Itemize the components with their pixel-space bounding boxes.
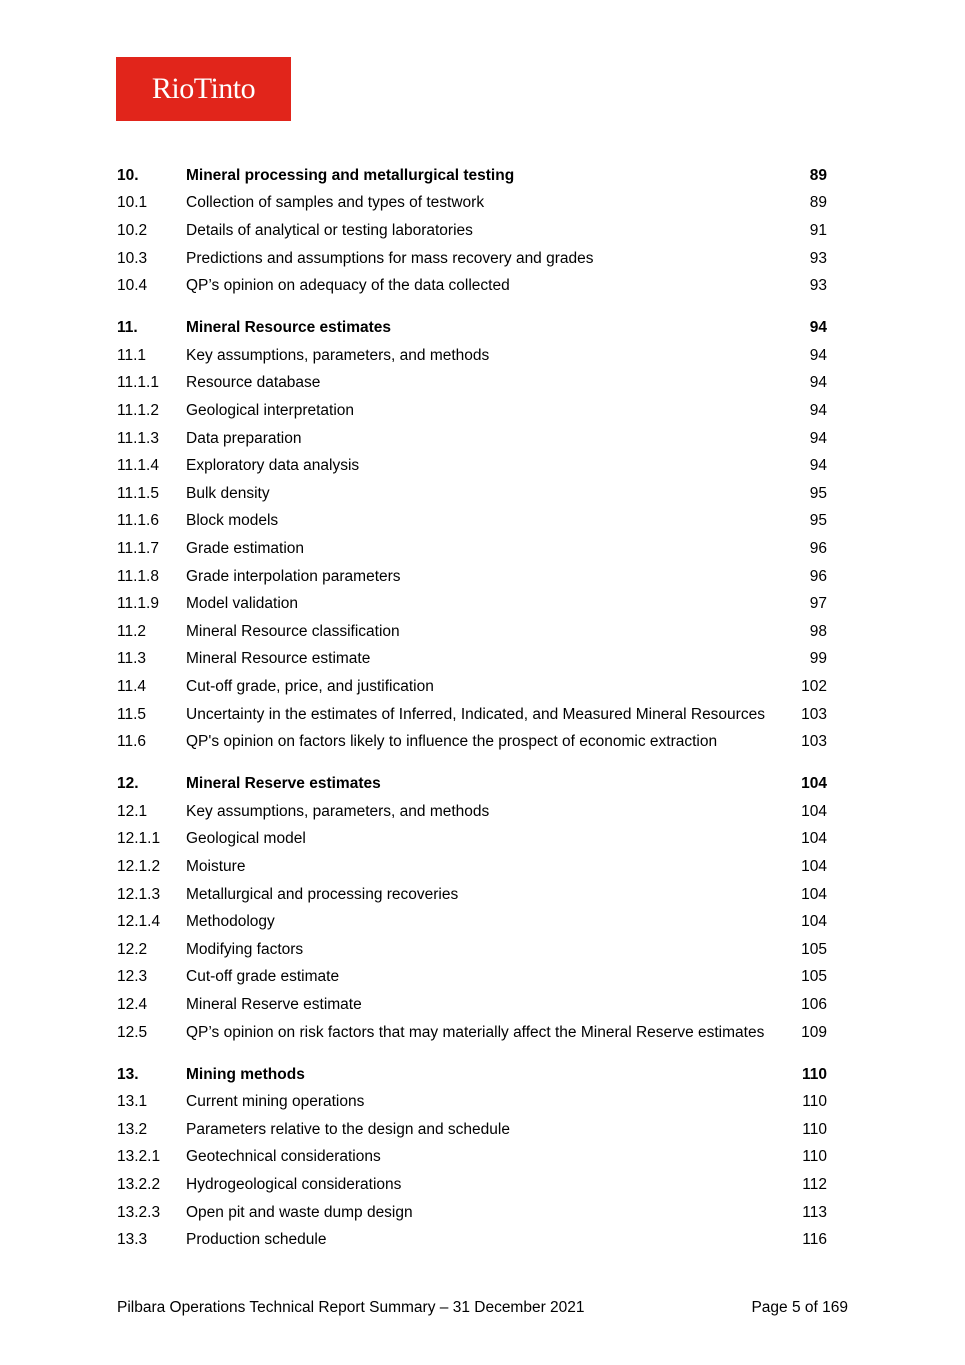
- toc-entry-title: Modifying factors: [186, 940, 304, 958]
- toc-section: [117, 314, 827, 756]
- toc-entry-title: Current mining operations: [186, 1093, 365, 1111]
- toc-entry-row[interactable]: [117, 535, 827, 563]
- toc-entry-number: 13.2.2: [117, 1176, 161, 1194]
- toc-entry-title: Mineral Resource estimates: [186, 319, 392, 337]
- toc-entry-page: 104: [801, 885, 827, 903]
- toc-entry-page: 110: [802, 1093, 827, 1111]
- toc-entry-number: 10.2: [117, 221, 148, 239]
- footer-page-number: Page 5 of 169: [751, 1299, 848, 1316]
- toc-entry-title: Geological interpretation: [186, 402, 355, 420]
- toc-entry-row[interactable]: [117, 1019, 827, 1047]
- toc-entry-title: Production schedule: [186, 1231, 327, 1249]
- toc-entry-title: Details of analytical or testing laboratories: [186, 221, 473, 239]
- toc-entry-number: 11.1.8: [117, 567, 159, 585]
- toc-entry-page: 112: [802, 1176, 827, 1194]
- toc-entry-title: Metallurgical and processing recoveries: [186, 885, 459, 903]
- toc-entry-row[interactable]: [117, 1089, 827, 1117]
- toc-entry-title: Methodology: [186, 913, 275, 931]
- toc-section: [117, 770, 827, 1046]
- toc-entry-number: 13.: [117, 1065, 139, 1083]
- toc-entry-row[interactable]: [117, 826, 827, 854]
- toc-entry-page: 96: [809, 540, 827, 558]
- toc-entry-row[interactable]: [117, 397, 827, 425]
- page-footer: [117, 1299, 848, 1317]
- toc-heading-row[interactable]: [117, 314, 827, 342]
- toc-entry-number: 12.1.1: [117, 830, 161, 848]
- toc-entry-number: 12.1.4: [117, 913, 161, 931]
- toc-entry-number: 11.3: [117, 650, 147, 668]
- toc-entry-page: 89: [809, 194, 827, 212]
- toc-entry-page: 106: [801, 996, 827, 1014]
- toc-entry-number: 11.: [117, 319, 138, 337]
- toc-entry-row[interactable]: [117, 190, 827, 218]
- toc-entry-page: 94: [809, 402, 827, 420]
- toc-entry-row[interactable]: [117, 272, 827, 300]
- toc-entry-number: 11.1: [117, 346, 147, 364]
- toc-entry-number: 11.6: [117, 733, 147, 751]
- toc-entry-title: Mineral Resource estimate: [186, 650, 371, 668]
- toc-entry-title: Model validation: [186, 595, 299, 613]
- toc-entry-page: 95: [809, 484, 827, 502]
- toc-entry-page: 94: [809, 319, 827, 337]
- toc-entry-row[interactable]: [117, 342, 827, 370]
- toc-entry-number: 12.3: [117, 968, 148, 986]
- toc-entry-page: 104: [801, 913, 827, 931]
- toc-entry-number: 11.1.9: [117, 595, 159, 613]
- toc-entry-row[interactable]: [117, 245, 827, 273]
- toc-entry-row[interactable]: [117, 853, 827, 881]
- toc-entry-row[interactable]: [117, 701, 827, 729]
- toc-entry-page: 94: [809, 346, 827, 364]
- toc-entry-number: 12.4: [117, 996, 148, 1014]
- toc-entry-page: 110: [801, 1065, 827, 1083]
- toc-entry-title: Mineral Reserve estimates: [186, 775, 381, 793]
- toc-entry-row[interactable]: [117, 1226, 827, 1254]
- toc-entry-page: 102: [801, 677, 827, 695]
- toc-entry-page: 109: [801, 1023, 827, 1041]
- toc-entry-page: 110: [802, 1148, 827, 1166]
- toc-entry-title: Key assumptions, parameters, and methods: [186, 346, 490, 364]
- logo-text: RioTinto: [151, 72, 256, 105]
- toc-entry-number: 12.5: [117, 1023, 148, 1041]
- toc-entry-number: 12.1.3: [117, 885, 161, 903]
- toc-entry-number: 13.3: [117, 1231, 148, 1249]
- toc-entry-number: 11.1.7: [117, 540, 159, 558]
- toc-entry-page: 105: [801, 968, 827, 986]
- toc-entry-title: Bulk density: [186, 484, 270, 502]
- table-of-contents: [117, 162, 827, 1269]
- toc-entry-row[interactable]: [117, 673, 827, 701]
- toc-entry-title: Grade interpolation parameters: [186, 567, 401, 585]
- toc-entry-title: Collection of samples and types of testwork: [186, 194, 485, 212]
- toc-entry-number: 11.2: [117, 622, 147, 640]
- toc-entry-row[interactable]: [117, 991, 827, 1019]
- toc-entry-title: Moisture: [186, 858, 246, 876]
- toc-entry-number: 12.1: [117, 802, 148, 820]
- toc-entry-row[interactable]: [117, 217, 827, 245]
- toc-entry-page: 98: [809, 622, 827, 640]
- toc-entry-row[interactable]: [117, 964, 827, 992]
- toc-entry-page: 105: [801, 940, 827, 958]
- toc-entry-number: 13.2.1: [117, 1148, 161, 1166]
- toc-entry-title: Block models: [186, 512, 279, 530]
- toc-entry-title: QP’s opinion on adequacy of the data collected: [186, 277, 510, 295]
- toc-entry-page: 93: [809, 249, 827, 267]
- toc-entry-title: Mining methods: [186, 1065, 305, 1083]
- toc-entry-page: 91: [809, 221, 827, 239]
- toc-entry-page: 95: [809, 512, 827, 530]
- toc-entry-page: 89: [809, 166, 827, 184]
- toc-entry-row[interactable]: [117, 728, 827, 756]
- toc-entry-title: Cut-off grade estimate: [186, 968, 340, 986]
- toc-entry-page: 97: [809, 595, 827, 613]
- toc-entry-title: Geological model: [186, 830, 306, 848]
- toc-entry-title: QP's opinion on factors likely to influence the prospect of economic extraction: [186, 733, 718, 751]
- toc-entry-row[interactable]: [117, 798, 827, 826]
- toc-entry-number: 11.1.4: [117, 457, 159, 475]
- toc-entry-row[interactable]: [117, 646, 827, 674]
- toc-entry-number: 11.1.2: [117, 402, 159, 420]
- toc-entry-page: 94: [809, 457, 827, 475]
- toc-section: [117, 1061, 827, 1254]
- toc-entry-page: 116: [802, 1231, 827, 1249]
- toc-entry-title: Resource database: [186, 374, 321, 392]
- toc-entry-page: 96: [809, 567, 827, 585]
- toc-entry-title: Mineral Reserve estimate: [186, 996, 362, 1014]
- toc-entry-page: 103: [801, 733, 827, 751]
- toc-entry-number: 11.1.5: [117, 484, 159, 502]
- toc-entry-title: Predictions and assumptions for mass recovery and grades: [186, 249, 594, 267]
- toc-section: [117, 162, 827, 300]
- toc-entry-row[interactable]: [117, 480, 827, 508]
- toc-entry-page: 94: [809, 374, 827, 392]
- toc-entry-row[interactable]: [117, 1116, 827, 1144]
- company-logo: [116, 57, 291, 121]
- toc-entry-page: 104: [801, 802, 827, 820]
- toc-entry-page: 93: [809, 277, 827, 295]
- toc-entry-number: 12.1.2: [117, 858, 161, 876]
- footer-report-title: Pilbara Operations Technical Report Summary – 31 December 2021: [117, 1299, 585, 1316]
- toc-entry-number: 11.1.3: [117, 429, 159, 447]
- toc-entry-title: Open pit and waste dump design: [186, 1203, 413, 1221]
- toc-entry-title: Geotechnical considerations: [186, 1148, 381, 1166]
- toc-entry-page: 99: [809, 650, 827, 668]
- toc-entry-number: 12.: [117, 775, 139, 793]
- toc-entry-number: 11.4: [117, 677, 147, 695]
- toc-entry-row[interactable]: [117, 425, 827, 453]
- toc-entry-row[interactable]: [117, 936, 827, 964]
- toc-entry-title: Grade estimation: [186, 540, 305, 558]
- toc-entry-number: 13.2: [117, 1120, 148, 1138]
- toc-entry-page: 110: [802, 1120, 827, 1138]
- toc-entry-title: QP’s opinion on risk factors that may materially affect the Mineral Reserve estimates: [186, 1023, 765, 1041]
- toc-entry-row[interactable]: [117, 452, 827, 480]
- toc-entry-row[interactable]: [117, 1171, 827, 1199]
- toc-heading-row[interactable]: [117, 1061, 827, 1089]
- toc-entry-page: 104: [801, 858, 827, 876]
- toc-entry-row[interactable]: [117, 370, 827, 398]
- toc-entry-row[interactable]: [117, 618, 827, 646]
- toc-entry-number: 11.1.6: [117, 512, 159, 530]
- toc-entry-title: Cut-off grade, price, and justification: [186, 677, 434, 695]
- toc-entry-number: 13.1: [117, 1093, 148, 1111]
- toc-entry-number: 11.5: [117, 705, 147, 723]
- toc-entry-number: 11.1.1: [117, 374, 159, 392]
- toc-entry-page: 94: [809, 429, 827, 447]
- toc-entry-row[interactable]: [117, 563, 827, 591]
- toc-entry-row[interactable]: [117, 508, 827, 536]
- toc-entry-row[interactable]: [117, 1199, 827, 1227]
- toc-heading-row[interactable]: [117, 162, 827, 190]
- toc-entry-row[interactable]: [117, 908, 827, 936]
- toc-entry-number: 10.: [117, 166, 139, 184]
- toc-entry-page: 104: [801, 775, 827, 793]
- toc-entry-row[interactable]: [117, 881, 827, 909]
- toc-entry-title: Data preparation: [186, 429, 302, 447]
- toc-entry-row[interactable]: [117, 590, 827, 618]
- toc-entry-page: 104: [801, 830, 827, 848]
- toc-entry-title: Exploratory data analysis: [186, 457, 360, 475]
- toc-entry-row[interactable]: [117, 1144, 827, 1172]
- toc-entry-title: Key assumptions, parameters, and methods: [186, 802, 490, 820]
- toc-entry-page: 103: [801, 705, 827, 723]
- toc-heading-row[interactable]: [117, 770, 827, 798]
- toc-entry-title: Hydrogeological considerations: [186, 1176, 402, 1194]
- toc-entry-page: 113: [802, 1203, 827, 1221]
- toc-entry-title: Parameters relative to the design and schedule: [186, 1120, 510, 1138]
- toc-entry-number: 10.1: [117, 194, 148, 212]
- toc-entry-number: 10.3: [117, 249, 148, 267]
- toc-entry-number: 10.4: [117, 277, 148, 295]
- toc-entry-title: Uncertainty in the estimates of Inferred, Indicated, and Measured Mineral Resources: [186, 705, 765, 723]
- toc-entry-title: Mineral processing and metallurgical testing: [186, 166, 515, 184]
- toc-entry-title: Mineral Resource classification: [186, 622, 400, 640]
- toc-entry-number: 12.2: [117, 940, 148, 958]
- toc-entry-number: 13.2.3: [117, 1203, 161, 1221]
